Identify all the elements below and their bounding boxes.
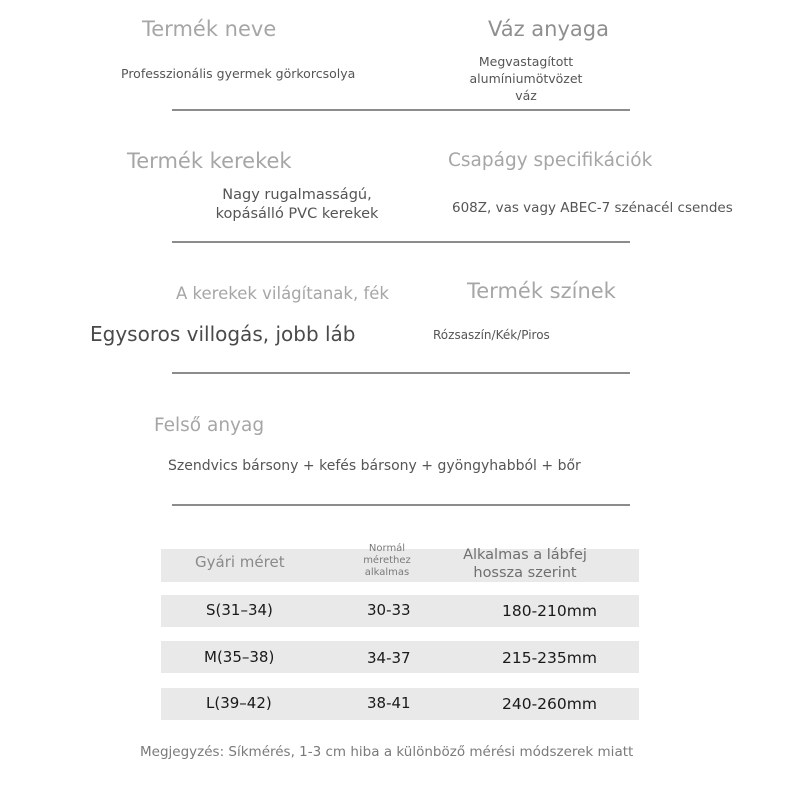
product-colors-value: Rózsaszín/Kék/Piros [433, 328, 550, 342]
product-colors-label: Termék színek [467, 279, 616, 303]
table-row [161, 595, 639, 627]
row-foot-length: 240-260mm [502, 695, 597, 713]
divider-3 [172, 372, 630, 374]
header-normal-size-line-1: Normál [368, 543, 406, 554]
table-row [161, 688, 639, 720]
upper-material-label: Felső anyag [154, 415, 265, 436]
lights-brake-value: Egysoros villogás, jobb láb [90, 322, 356, 346]
size-table-header [161, 543, 639, 582]
header-normal-size [351, 543, 423, 579]
wheels-label: Termék kerekek [127, 149, 292, 173]
header-normal-size-line-3: alkalmas [364, 567, 410, 578]
bearing-label: Csapágy specifikációk [448, 150, 653, 171]
divider-4 [172, 504, 630, 506]
header-normal-size-line-2: mérethez [363, 555, 411, 566]
header-factory-size: Gyári méret [195, 553, 285, 571]
product-name-label: Termék neve [142, 17, 277, 41]
row-size: M(35–38) [204, 648, 275, 666]
table-row [161, 641, 639, 673]
product-name-value: Professzionális gyermek görkorcsolya [121, 66, 356, 81]
divider-1 [172, 109, 630, 111]
header-foot-length-line-2: hossza szerint [473, 565, 577, 581]
row-eu-size: 34-37 [367, 649, 411, 667]
lights-brake-label: A kerekek világítanak, fék [176, 284, 389, 303]
frame-material-line-3: váz [515, 88, 537, 103]
upper-material-value: Szendvics bársony + kefés bársony + gyöngyhabból + bőr [168, 458, 581, 474]
row-size: S(31–34) [206, 601, 273, 619]
header-foot-length [447, 546, 603, 582]
frame-material-label: Váz anyaga [488, 17, 609, 41]
wheels-value [190, 186, 404, 224]
row-eu-size: 30-33 [367, 601, 411, 619]
frame-material-value [446, 53, 606, 104]
row-eu-size: 38-41 [367, 694, 411, 712]
header-foot-length-line-1: Alkalmas a lábfej [463, 547, 587, 563]
frame-material-line-2: alumíniumötvözet [469, 71, 583, 86]
frame-material-line-1: Megvastagított [478, 54, 574, 69]
row-foot-length: 215-235mm [502, 649, 597, 667]
wheels-value-line-1: Nagy rugalmasságú, [222, 187, 372, 203]
measurement-note: Megjegyzés: Síkmérés, 1-3 cm hiba a különböző mérési módszerek miatt [140, 744, 634, 760]
row-size: L(39–42) [206, 694, 272, 712]
bearing-value: 608Z, vas vagy ABEC-7 szénacél csendes [452, 200, 733, 216]
wheels-value-line-2: kopásálló PVC kerekek [215, 206, 379, 222]
row-foot-length: 180-210mm [502, 602, 597, 620]
divider-2 [172, 241, 630, 243]
